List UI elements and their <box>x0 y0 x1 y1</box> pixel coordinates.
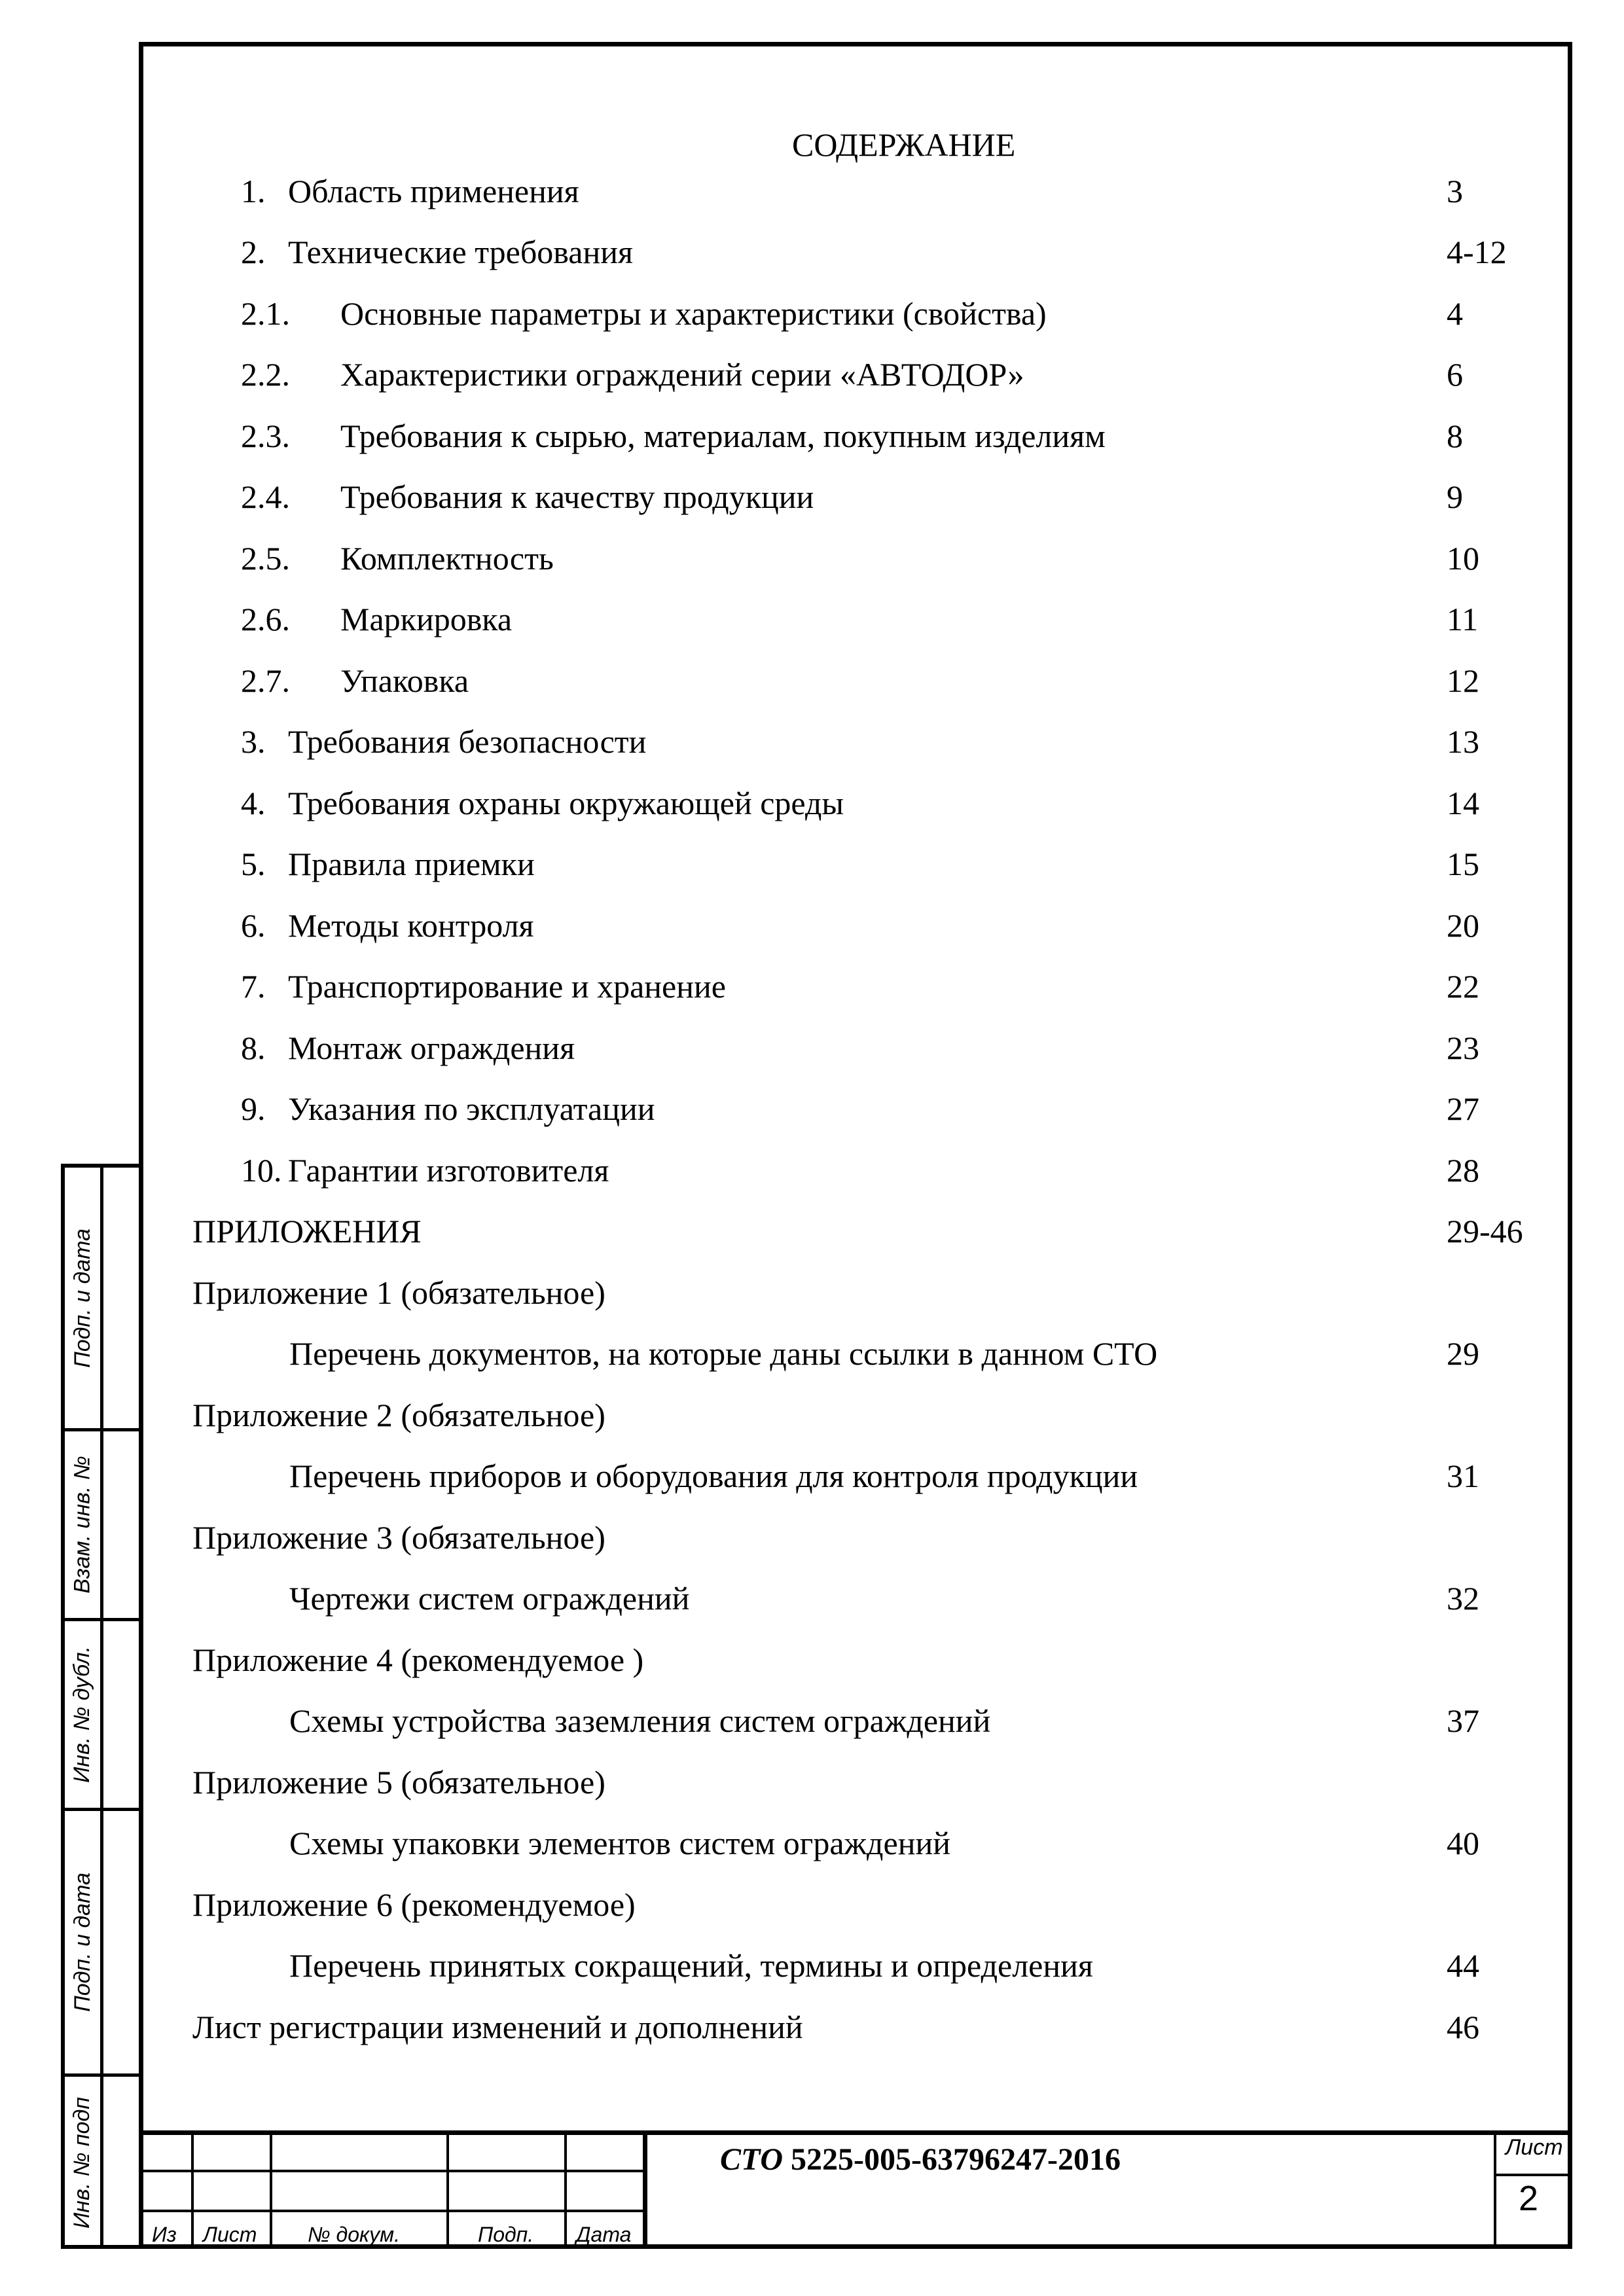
toc-item <box>241 1152 609 1189</box>
appendix-item: Схемы упаковки элементов систем ограждений <box>289 1825 950 1861</box>
toc-text: Указания по эксплуатации <box>288 1090 655 1127</box>
side-field-signature-date: Подп. и дата <box>69 1228 95 1368</box>
toc-number: 2. <box>241 234 266 270</box>
toc-page: 28 <box>1447 1152 1479 1189</box>
toc-text: Технические требования <box>288 234 633 270</box>
appendix-page: 32 <box>1447 1580 1479 1617</box>
toc-number: 2.5. <box>241 540 290 577</box>
toc-page: 6 <box>1447 356 1463 393</box>
appendix-item: Перечень принятых сокращений, термины и определения <box>289 1947 1093 1984</box>
toc-number: 9. <box>241 1090 266 1127</box>
toc-item <box>241 173 579 209</box>
document-code: СТО 5225-005-63796247-2016 <box>720 2142 1121 2177</box>
toc-item <box>241 785 844 821</box>
toc-item <box>241 662 469 699</box>
toc-number: 2.7. <box>241 662 290 699</box>
toc-item <box>241 907 534 944</box>
appendix-item: Перечень документов, на которые даны ссылки в данном СТО <box>289 1335 1158 1372</box>
change-log-entry: Лист регистрации изменений и дополнений <box>192 2009 803 2045</box>
side-field-signature-date-2: Подп. и дата <box>69 1873 95 2012</box>
toc-page: 10 <box>1447 540 1479 577</box>
toc-page: 15 <box>1447 846 1479 882</box>
toc-text: Характеристики ограждений серии «АВТОДОР» <box>340 356 1024 393</box>
appendix-title: Приложение 4 (рекомендуемое ) <box>192 1641 644 1678</box>
appendix-title: Приложение 1 (обязательное) <box>192 1274 605 1311</box>
appendix-title: Приложение 5 (обязательное) <box>192 1764 605 1801</box>
toc-page: 4 <box>1447 295 1463 332</box>
toc-page: 23 <box>1447 1030 1479 1066</box>
appendix-page: 37 <box>1447 1702 1479 1739</box>
toc-page: 8 <box>1447 418 1463 454</box>
toc-page: 14 <box>1447 785 1479 821</box>
toc-text: Методы контроля <box>288 907 534 944</box>
col-doc-label: № докум. <box>308 2223 400 2246</box>
col-signature-label: Подп. <box>478 2223 534 2246</box>
toc-page: 22 <box>1447 968 1479 1005</box>
toc-text: Область применения <box>288 173 579 209</box>
toc-page: 9 <box>1447 478 1463 515</box>
toc-item <box>241 295 1047 332</box>
toc-number: 10. <box>241 1152 282 1189</box>
toc-text: Монтаж ограждения <box>288 1030 575 1066</box>
toc-page: 3 <box>1447 173 1463 209</box>
appendix-page: 29 <box>1447 1335 1479 1372</box>
side-strip <box>61 1164 139 2249</box>
side-field-replaced-inv: Взам. инв. № <box>69 1456 95 1594</box>
toc-number: 4. <box>241 785 266 821</box>
toc-number: 5. <box>241 846 266 882</box>
appendix-title: Приложение 2 (обязательное) <box>192 1397 605 1433</box>
toc-page: 4-12 <box>1447 234 1507 270</box>
toc-text: Транспортирование и хранение <box>288 968 726 1005</box>
appendix-item: Перечень приборов и оборудования для контроля продукции <box>289 1458 1138 1494</box>
toc-number: 2.1. <box>241 295 290 332</box>
toc-number: 2.6. <box>241 601 290 637</box>
toc-number: 1. <box>241 173 266 209</box>
appendix-item: Чертежи систем ограждений <box>289 1580 690 1617</box>
toc-page: 20 <box>1447 907 1479 944</box>
appendix-page: 44 <box>1447 1947 1479 1984</box>
sheet-number: 2 <box>1519 2179 1539 2218</box>
toc-item <box>241 478 814 515</box>
appendix-heading: ПРИЛОЖЕНИЯ <box>192 1213 422 1249</box>
toc-text: Требования охраны окружающей среды <box>288 785 844 821</box>
toc-number: 2.2. <box>241 356 290 393</box>
appendix-title: Приложение 3 (обязательное) <box>192 1519 605 1556</box>
toc-item <box>241 1030 575 1066</box>
toc-page: 12 <box>1447 662 1479 699</box>
col-date-label: Дата <box>576 2223 632 2246</box>
toc-item <box>241 356 1024 393</box>
toc-item <box>241 1090 655 1127</box>
toc-page: 11 <box>1447 601 1479 637</box>
appendix-page: 29-46 <box>1447 1213 1523 1249</box>
toc-text: Основные параметры и характеристики (свойства) <box>340 295 1047 332</box>
appendix-title: Приложение 6 (рекомендуемое) <box>192 1886 636 1923</box>
side-field-dup-inv: Инв. № дубл. <box>69 1645 95 1784</box>
toc-item <box>241 540 554 577</box>
toc-number: 6. <box>241 907 266 944</box>
appendix-page: 31 <box>1447 1458 1479 1494</box>
toc-item <box>241 418 1106 454</box>
appendix-item: Схемы устройства заземления систем ограждений <box>289 1702 991 1739</box>
toc-item <box>241 601 512 637</box>
toc-text: Маркировка <box>340 601 513 637</box>
toc-text: Гарантии изготовителя <box>288 1152 609 1189</box>
toc-text: Упаковка <box>340 662 469 699</box>
toc-text: Требования к качеству продукции <box>340 478 814 515</box>
toc-number: 7. <box>241 968 266 1005</box>
toc-item <box>241 968 726 1005</box>
toc-text: Требования безопасности <box>288 723 647 760</box>
sheet-label: Лист <box>1506 2135 1563 2160</box>
toc-number: 2.4. <box>241 478 290 515</box>
appendix-page: 46 <box>1447 2009 1479 2045</box>
toc-text: Правила приемки <box>288 846 535 882</box>
col-iz-label: Из <box>152 2223 177 2246</box>
toc-text: Требования к сырью, материалам, покупным изделиям <box>340 418 1106 454</box>
page-title: СОДЕРЖАНИЕ <box>792 126 1016 163</box>
toc-text: Комплектность <box>340 540 554 577</box>
appendix-page: 40 <box>1447 1825 1479 1861</box>
toc-page: 27 <box>1447 1090 1479 1127</box>
toc-item <box>241 234 633 270</box>
toc-item <box>241 846 535 882</box>
toc-number: 2.3. <box>241 418 290 454</box>
side-field-original-inv: Инв. № подп <box>69 2096 95 2229</box>
toc-number: 3. <box>241 723 266 760</box>
col-sheet-label: Лист <box>203 2223 257 2246</box>
toc-item <box>241 723 646 760</box>
toc-number: 8. <box>241 1030 266 1066</box>
toc-page: 13 <box>1447 723 1479 760</box>
